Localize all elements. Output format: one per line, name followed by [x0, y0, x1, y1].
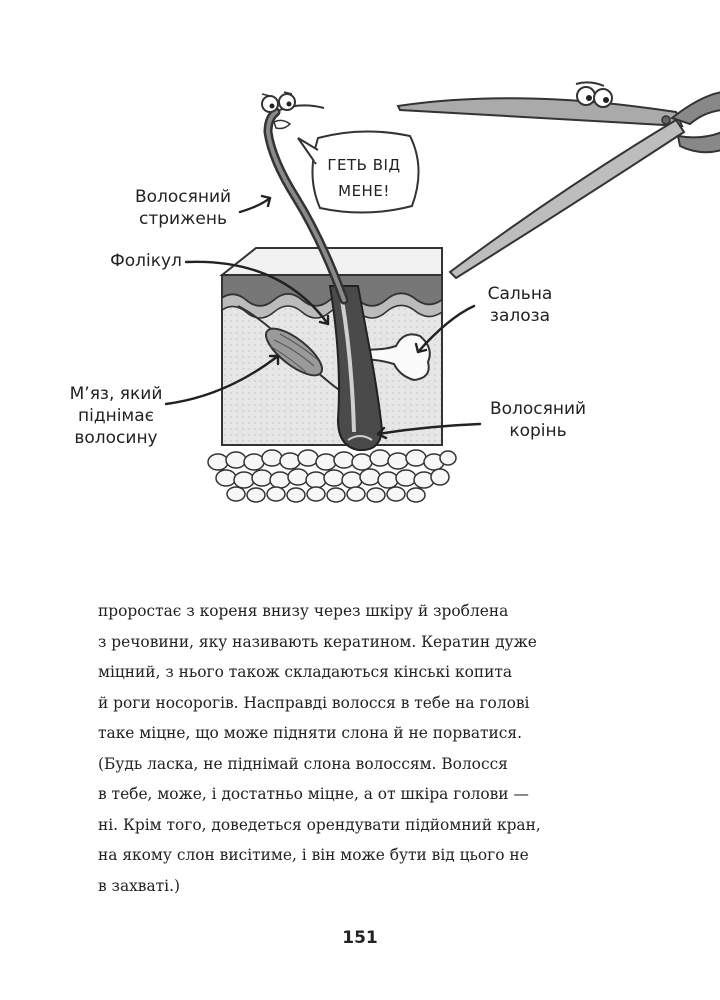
label-muscle [56, 383, 176, 449]
label-hair-shaft-line-2: стрижень [139, 209, 227, 229]
label-hair-shaft [118, 186, 248, 230]
body-line: й роги носорогів. Насправді волосся в тебе на голові [98, 693, 530, 712]
body-line: проростає з кореня внизу через шкіру й зроблена [98, 602, 509, 620]
body-line: з речовини, яку називають кератином. Кератин дуже [98, 632, 537, 651]
body-line: на якому слон висітиме, і він може бути від цього не [98, 846, 529, 864]
body-line: міцний, з нього також складаються кінські копита [98, 663, 513, 681]
body-line: в захваті.) [98, 876, 180, 895]
fat-cells [208, 450, 456, 502]
label-follicle: Фолікул [110, 251, 182, 271]
speech-line-1: ГЕТЬ ВІД [327, 156, 401, 174]
body-paragraph [98, 596, 636, 901]
speech-line-2: МЕНЕ! [338, 182, 390, 200]
scissors-icon [398, 82, 720, 278]
label-root-line-2: корінь [509, 421, 567, 441]
label-muscle-line-1: М’яз, який [69, 384, 163, 404]
label-sebaceous-gland [470, 283, 570, 327]
page-number: 151 [342, 928, 378, 948]
label-root-line-1: Волосяний [489, 399, 587, 419]
body-line: таке міцне, що може підняти слона й не порватися. [98, 724, 523, 742]
label-hair-shaft-line-1: Волосяний [134, 187, 232, 207]
label-gland-line-1: Сальна [487, 284, 553, 304]
speech-bubble-text [316, 152, 412, 204]
label-gland-line-2: залоза [489, 306, 551, 326]
label-muscle-line-2: піднімає [77, 406, 154, 426]
label-hair-root [478, 398, 598, 442]
label-muscle-line-3: волосину [74, 428, 158, 448]
body-line: ні. Крім того, доведеться орендувати підйомний кран, [98, 815, 541, 834]
body-line: (Будь ласка, не піднімай слона волоссям. Волосся [98, 754, 508, 773]
body-line: в тебе, може, і достатньо міцне, а от шкіра голови — [98, 785, 529, 803]
